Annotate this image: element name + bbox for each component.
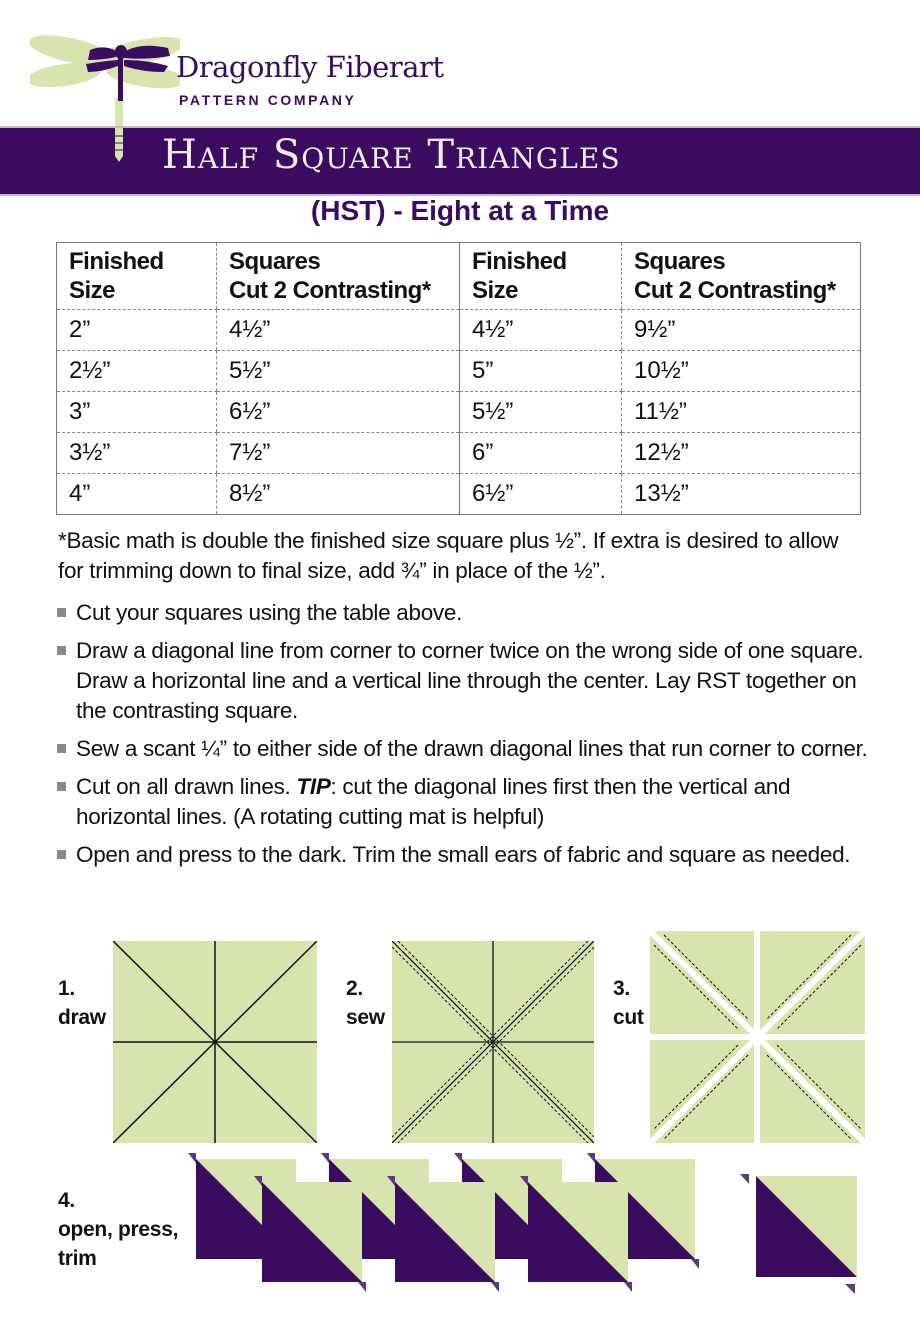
table-cell: 4½” — [460, 310, 622, 351]
instruction-list — [56, 598, 876, 878]
page-title: Half Square Triangles — [162, 132, 621, 178]
trimmed-ear — [845, 1284, 855, 1294]
hst-piece — [387, 1176, 499, 1292]
brand-name: Dragonfly Fiberart — [176, 50, 444, 84]
column-header: Finished Size — [460, 243, 622, 310]
drawn-lines — [392, 941, 594, 1143]
table-header-row — [57, 243, 861, 310]
bullet-icon — [57, 782, 66, 791]
table-cell: 8½” — [217, 474, 460, 515]
table-row — [57, 351, 861, 392]
cut-diagram — [650, 931, 865, 1143]
brand-tagline: PATTERN COMPANY — [179, 92, 357, 108]
bullet-icon — [57, 744, 66, 753]
table-row — [57, 433, 861, 474]
step-4-label: 4. open, press, trim — [58, 1189, 179, 1270]
fabric-ear — [691, 1259, 699, 1269]
table-cell: 11½” — [622, 392, 861, 433]
instruction-item: Sew a scant ¼” to either side of the drawn diagonal lines that run corner to corner. — [56, 734, 876, 764]
trimmed-hst-piece — [740, 1174, 857, 1294]
column-header: Squares Cut 2 Contrasting* — [217, 243, 460, 310]
table-cell: 6” — [460, 433, 622, 474]
table-cell: 5” — [460, 351, 622, 392]
table-row — [57, 310, 861, 351]
fabric-ear — [454, 1153, 462, 1163]
table-cell: 4” — [57, 474, 217, 515]
fabric-ear — [321, 1153, 329, 1163]
table-cell: 13½” — [622, 474, 861, 515]
instruction-item: Cut on all drawn lines. TIP: cut the diagonal lines first then the vertical and horizontal lines. (A rotating cutting mat is helpful) — [56, 772, 876, 832]
cut-lines — [650, 931, 865, 1143]
table-cell: 12½” — [622, 433, 861, 474]
instruction-item: Open and press to the dark. Trim the small ears of fabric and square as needed. — [56, 840, 876, 870]
table-cell: 6½” — [217, 392, 460, 433]
table-cell: 5½” — [460, 392, 622, 433]
table-cell: 5½” — [217, 351, 460, 392]
instruction-item: Cut your squares using the table above. — [56, 598, 876, 628]
column-header: Squares Cut 2 Contrasting* — [622, 243, 861, 310]
bullet-icon — [57, 850, 66, 859]
table-cell: 9½” — [622, 310, 861, 351]
fabric-ear — [587, 1153, 595, 1163]
table-cell: 2½” — [57, 351, 217, 392]
table-row — [57, 474, 861, 515]
table-row — [57, 392, 861, 433]
hst-piece — [520, 1176, 632, 1292]
step-2-label: 2. sew — [346, 977, 385, 1029]
page-subtitle: (HST) - Eight at a Time — [310, 195, 610, 226]
bullet-icon — [57, 646, 66, 655]
table-cell: 10½” — [622, 351, 861, 392]
fabric-ear — [624, 1282, 632, 1292]
hst-piece — [254, 1176, 366, 1292]
table-cell: 7½” — [217, 433, 460, 474]
column-header: Finished Size — [57, 243, 217, 310]
table-cell: 3” — [57, 392, 217, 433]
fabric-ear — [358, 1282, 366, 1292]
sew-diagram — [392, 941, 594, 1143]
table-cell: 2” — [57, 310, 217, 351]
tip-label: TIP — [296, 774, 331, 799]
footnote: *Basic math is double the finished size square plus ½”. If extra is desired to allow for trimming down to final size, add ¾” in place of the ½”. — [58, 528, 839, 583]
step-1-label: 1. draw — [58, 977, 106, 1029]
table-cell: 4½” — [217, 310, 460, 351]
table-cell: 3½” — [57, 433, 217, 474]
draw-diagram — [113, 941, 317, 1143]
cutting-table — [56, 242, 861, 515]
fabric-ear — [188, 1153, 196, 1163]
step-3-label: 3. cut — [613, 977, 644, 1029]
fabric-ear — [491, 1282, 499, 1292]
trimmed-ear — [740, 1174, 749, 1184]
dragonfly-tail-icon — [113, 128, 125, 162]
table-cell: 6½” — [460, 474, 622, 515]
bullet-icon — [57, 608, 66, 617]
drawn-lines — [113, 941, 317, 1143]
instruction-item: Draw a diagonal line from corner to corner twice on the wrong side of one square. Draw a horizontal line and a vertical line through the center. Lay RST together on the contrasting square. — [56, 636, 876, 726]
open-press-trim-diagram — [180, 1150, 880, 1300]
